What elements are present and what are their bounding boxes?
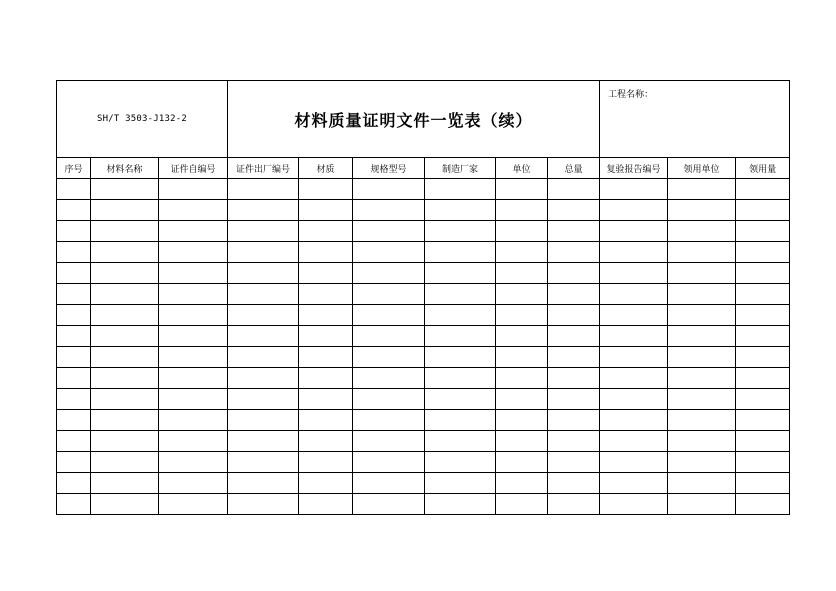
table-cell[interactable] [425,452,496,473]
table-cell[interactable] [299,410,353,431]
table-cell[interactable] [496,410,548,431]
table-cell[interactable] [600,179,668,200]
table-cell[interactable] [353,305,425,326]
table-cell[interactable] [496,347,548,368]
table-cell[interactable] [353,473,425,494]
table-cell[interactable] [159,221,228,242]
table-cell[interactable] [159,326,228,347]
table-cell[interactable] [548,284,600,305]
table-row [57,389,790,410]
table-cell[interactable] [425,473,496,494]
table-cell[interactable] [548,200,600,221]
table-cell[interactable] [600,389,668,410]
table-cell[interactable] [600,221,668,242]
table-cell[interactable] [353,179,425,200]
table-cell[interactable] [228,179,299,200]
table-cell[interactable] [425,221,496,242]
table-cell[interactable] [299,326,353,347]
table-row [57,221,790,242]
table-row [57,431,790,452]
table-row [57,305,790,326]
table-cell[interactable] [668,326,736,347]
table-cell[interactable] [425,410,496,431]
table-cell[interactable] [548,326,600,347]
table-cell[interactable] [57,347,91,368]
table-cell[interactable] [496,326,548,347]
col-header-manufacturer: 制造厂家 [425,158,496,179]
table-row [57,326,790,347]
table-cell[interactable] [57,179,91,200]
column-header-row [57,158,790,179]
table-row [57,242,790,263]
table-cell[interactable] [159,263,228,284]
table-cell[interactable] [496,431,548,452]
table-cell[interactable] [736,431,790,452]
table-cell[interactable] [57,368,91,389]
table-cell[interactable] [496,452,548,473]
table-row [57,179,790,200]
table-cell[interactable] [353,494,425,515]
table-cell[interactable] [548,410,600,431]
table-cell[interactable] [736,263,790,284]
table-row [57,410,790,431]
table-cell[interactable] [548,263,600,284]
table-cell[interactable] [159,284,228,305]
table-cell[interactable] [299,494,353,515]
table-cell[interactable] [353,326,425,347]
table-cell[interactable] [228,368,299,389]
table-cell[interactable] [548,452,600,473]
table-cell[interactable] [668,494,736,515]
table-cell[interactable] [496,179,548,200]
material-certificate-form [56,80,790,515]
table-cell[interactable] [57,389,91,410]
table-cell[interactable] [496,494,548,515]
table-cell[interactable] [353,368,425,389]
col-header-retest-report-no: 复验报告编号 [600,158,668,179]
table-cell[interactable] [425,305,496,326]
table-cell[interactable] [353,389,425,410]
table-cell[interactable] [299,305,353,326]
table-cell[interactable] [299,200,353,221]
table-cell[interactable] [57,242,91,263]
table-cell[interactable] [353,263,425,284]
table-cell[interactable] [425,431,496,452]
project-name-cell[interactable] [600,81,790,158]
table-cell[interactable] [600,242,668,263]
col-header-unit: 单位 [496,158,548,179]
table-cell[interactable] [57,305,91,326]
table-cell[interactable] [353,452,425,473]
table-cell[interactable] [228,284,299,305]
table-cell[interactable] [548,305,600,326]
table-cell[interactable] [496,242,548,263]
table-cell[interactable] [91,410,159,431]
table-cell[interactable] [736,452,790,473]
table-cell[interactable] [425,263,496,284]
table-cell[interactable] [228,347,299,368]
table-cell[interactable] [353,200,425,221]
table-cell[interactable] [548,473,600,494]
table-cell[interactable] [159,410,228,431]
table-cell[interactable] [668,305,736,326]
table-cell[interactable] [668,473,736,494]
table-cell[interactable] [425,284,496,305]
table-cell[interactable] [57,410,91,431]
table-cell[interactable] [228,326,299,347]
table-cell[interactable] [668,242,736,263]
table-cell[interactable] [91,221,159,242]
table-cell[interactable] [425,494,496,515]
table-cell[interactable] [668,431,736,452]
table-cell[interactable] [91,284,159,305]
table-cell[interactable] [736,221,790,242]
header-row [57,81,790,158]
table-cell[interactable] [496,221,548,242]
table-cell[interactable] [57,326,91,347]
table-cell[interactable] [548,347,600,368]
table-cell[interactable] [496,389,548,410]
table-cell[interactable] [736,200,790,221]
table-cell[interactable] [496,284,548,305]
table-cell[interactable] [299,452,353,473]
col-header-cert-factory-no: 证件出厂编号 [228,158,299,179]
table-cell[interactable] [57,473,91,494]
table-cell[interactable] [159,431,228,452]
table-cell[interactable] [57,263,91,284]
table-cell[interactable] [57,494,91,515]
table-cell[interactable] [668,263,736,284]
table-cell[interactable] [600,368,668,389]
table-cell[interactable] [668,221,736,242]
table-cell[interactable] [736,494,790,515]
table-cell[interactable] [668,452,736,473]
table-cell[interactable] [299,473,353,494]
table-cell[interactable] [600,200,668,221]
table-cell[interactable] [736,326,790,347]
col-header-cert-self-no: 证件自编号 [159,158,228,179]
table-cell[interactable] [299,431,353,452]
table-cell[interactable] [228,305,299,326]
table-cell[interactable] [299,389,353,410]
table-cell[interactable] [736,242,790,263]
table-cell[interactable] [299,284,353,305]
table-cell[interactable] [668,200,736,221]
table-cell[interactable] [353,221,425,242]
table-cell[interactable] [496,473,548,494]
table-cell[interactable] [299,179,353,200]
col-header-spec-model: 规格型号 [353,158,425,179]
table-row [57,473,790,494]
table-cell[interactable] [299,242,353,263]
table-cell[interactable] [600,305,668,326]
table-cell[interactable] [736,473,790,494]
table-cell[interactable] [299,368,353,389]
col-header-material-grade: 材质 [299,158,353,179]
table-cell[interactable] [57,200,91,221]
table-cell[interactable] [299,221,353,242]
table-cell[interactable] [600,473,668,494]
table-row [57,452,790,473]
table-cell[interactable] [228,200,299,221]
table-cell[interactable] [228,242,299,263]
table-cell[interactable] [668,410,736,431]
table-cell[interactable] [91,305,159,326]
table-cell[interactable] [91,368,159,389]
table-cell[interactable] [425,389,496,410]
table-cell[interactable] [91,200,159,221]
table-cell[interactable] [548,494,600,515]
table-cell[interactable] [736,347,790,368]
table-row [57,200,790,221]
table-cell[interactable] [736,179,790,200]
table-cell[interactable] [425,200,496,221]
table-cell[interactable] [736,305,790,326]
col-header-material-name: 材料名称 [91,158,159,179]
table-cell[interactable] [91,473,159,494]
table-row [57,263,790,284]
form-code: SH/T 3503-J132-2 [57,81,228,158]
table-cell[interactable] [159,473,228,494]
table-cell[interactable] [91,494,159,515]
table-cell[interactable] [299,347,353,368]
table-cell[interactable] [548,242,600,263]
table-cell[interactable] [496,368,548,389]
col-header-index: 序号 [57,158,91,179]
table-cell[interactable] [228,410,299,431]
table-cell[interactable] [600,263,668,284]
table-cell[interactable] [159,179,228,200]
table-row [57,347,790,368]
table-cell[interactable] [548,389,600,410]
table-cell[interactable] [353,242,425,263]
table-cell[interactable] [91,452,159,473]
table-cell[interactable] [600,410,668,431]
table-cell[interactable] [228,389,299,410]
table-cell[interactable] [228,452,299,473]
table-cell[interactable] [600,284,668,305]
table-cell[interactable] [736,410,790,431]
table-cell[interactable] [668,389,736,410]
table-cell[interactable] [353,410,425,431]
table-cell[interactable] [91,242,159,263]
table-cell[interactable] [159,389,228,410]
table-cell[interactable] [600,494,668,515]
table-cell[interactable] [159,452,228,473]
table-cell[interactable] [91,431,159,452]
table-cell[interactable] [57,452,91,473]
table-row [57,494,790,515]
table-cell[interactable] [159,347,228,368]
table-cell[interactable] [736,284,790,305]
table-cell[interactable] [353,284,425,305]
table-cell[interactable] [228,263,299,284]
table-cell[interactable] [548,221,600,242]
table-cell[interactable] [548,179,600,200]
table-cell[interactable] [159,200,228,221]
table-cell[interactable] [425,242,496,263]
table-cell[interactable] [736,368,790,389]
table-row [57,368,790,389]
table-cell[interactable] [57,221,91,242]
table-cell[interactable] [425,326,496,347]
table-cell[interactable] [600,431,668,452]
table-cell[interactable] [228,494,299,515]
col-header-total: 总量 [548,158,600,179]
table-cell[interactable] [668,368,736,389]
table-cell[interactable] [353,347,425,368]
table-cell[interactable] [91,347,159,368]
table-cell[interactable] [91,263,159,284]
col-header-receiving-qty: 领用量 [736,158,790,179]
table-cell[interactable] [228,431,299,452]
table-cell[interactable] [425,368,496,389]
table-cell[interactable] [668,347,736,368]
table-cell[interactable] [600,347,668,368]
table-cell[interactable] [548,431,600,452]
table-cell[interactable] [159,305,228,326]
table-cell[interactable] [668,179,736,200]
col-header-receiving-unit: 领用单位 [668,158,736,179]
table-cell[interactable] [159,368,228,389]
project-name-label: 工程名称： [608,90,654,100]
table-cell[interactable] [496,305,548,326]
table-cell[interactable] [299,263,353,284]
table-cell[interactable] [91,179,159,200]
table-cell[interactable] [600,452,668,473]
table-cell[interactable] [91,326,159,347]
table-cell[interactable] [228,473,299,494]
table-cell[interactable] [57,431,91,452]
table-cell[interactable] [57,284,91,305]
table-cell[interactable] [736,389,790,410]
table-row [57,284,790,305]
table-cell[interactable] [668,284,736,305]
table-cell[interactable] [548,368,600,389]
table-cell[interactable] [159,494,228,515]
table-cell[interactable] [425,347,496,368]
table-cell[interactable] [496,200,548,221]
table-cell[interactable] [228,221,299,242]
table-cell[interactable] [91,389,159,410]
table-cell[interactable] [425,179,496,200]
table-cell[interactable] [159,242,228,263]
table-cell[interactable] [496,263,548,284]
table-cell[interactable] [353,431,425,452]
form-title: 材料质量证明文件一览表（续） [228,81,600,158]
table-cell[interactable] [600,326,668,347]
